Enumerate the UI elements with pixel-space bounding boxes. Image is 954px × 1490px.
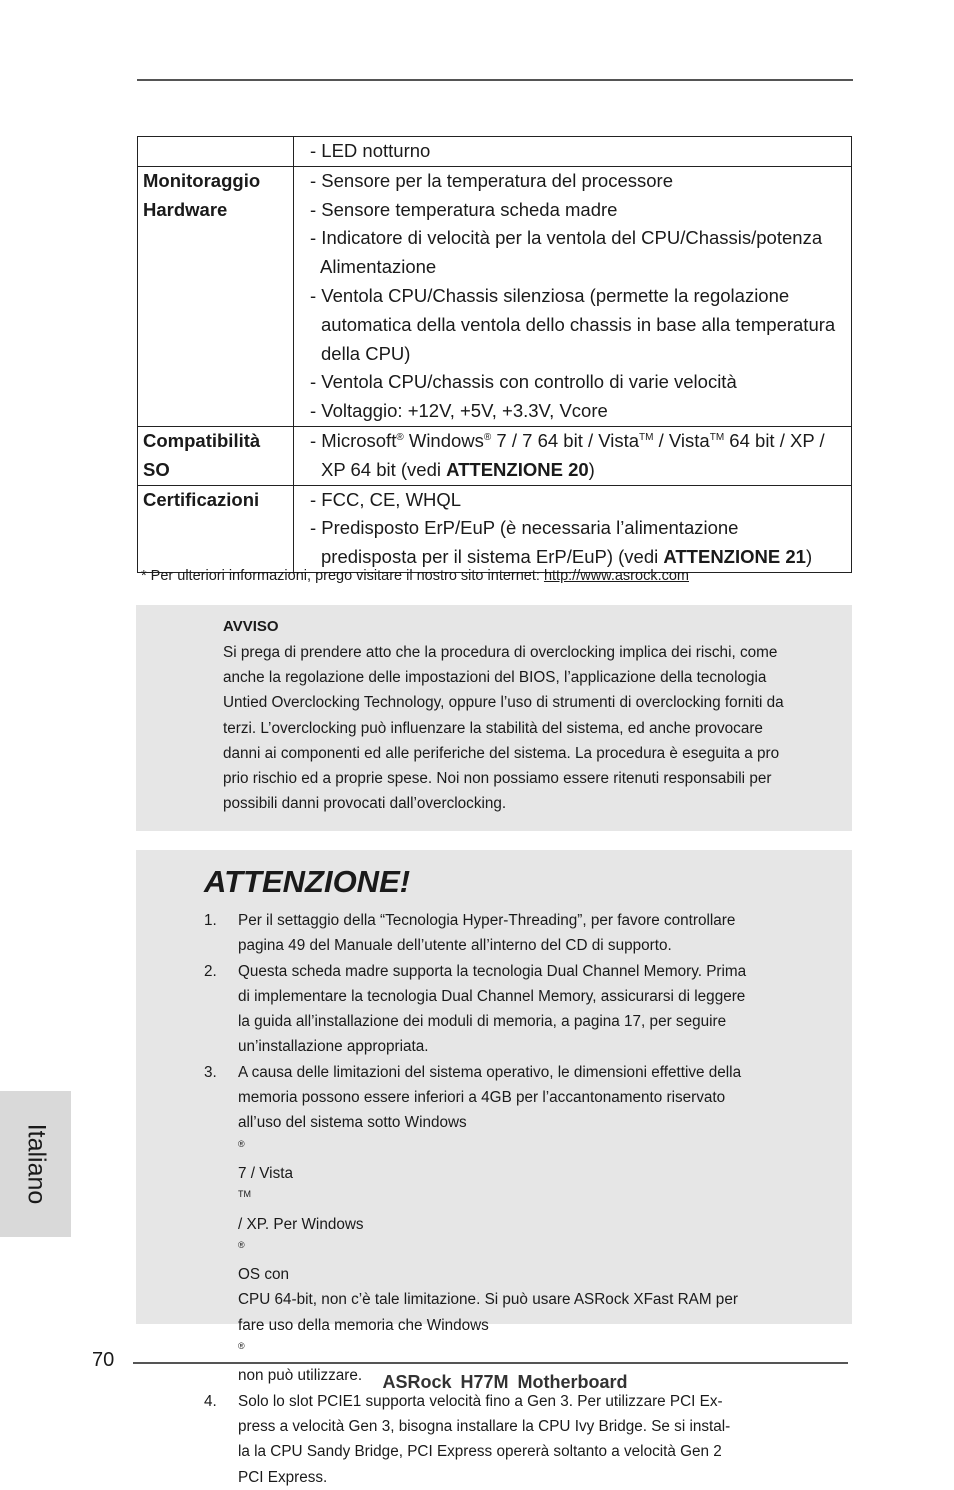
list-item: 4. Solo lo slot PCIE1 supporta velocità fino a Gen 3. Per utilizzare PCI Ex- press a velocità Gen 3, bisogna installare la CPU Ivy Bridge. Se si instal- la la CPU Sandy Bridge, PCI Express opererà soltanto a velocità Gen 2 PCI Express.: [204, 1392, 731, 1486]
table-row: [138, 485, 852, 572]
spec-line: Alimentazione: [320, 256, 437, 278]
bottom-rule: [133, 1362, 848, 1364]
top-rule: [137, 79, 853, 81]
row-label: Monitoraggio Hardware: [138, 166, 294, 426]
spec-line: XP 64 bit (vedi ATTENZIONE 20): [321, 458, 595, 480]
page-number: 70: [92, 1349, 115, 1371]
spec-line: - Voltaggio: +12V, +5V, +3.3V, Vcore: [310, 400, 608, 422]
spec-line: automatica della ventola dello chassis in base alla temperatura: [321, 313, 836, 335]
row-label: Compatibilità SO: [138, 426, 294, 485]
list-item: 2. Questa scheda madre supporta la tecnologia Dual Channel Memory. Prima di implementare la tecnologia Dual Channel Memory, assicurarsi di leggere la guida all’installazione dei moduli di memoria, a pagina 17, per seguire un’installazione appropriata.: [204, 962, 747, 1056]
row-label: Certificazioni: [138, 485, 294, 572]
spec-line: - FCC, CE, WHQL: [310, 488, 462, 510]
table-row: [138, 137, 852, 167]
attenzione-heading: ATTENZIONE!: [204, 864, 411, 899]
footer-title: ASRock H77M Motherboard: [382, 1372, 628, 1392]
spec-line: - Microsoft® Windows® 7 / 7 64 bit / Vista™ / Vista™ 64 bit / XP /: [310, 429, 825, 451]
row-label: [138, 137, 294, 167]
language-side-tab: [0, 1091, 71, 1237]
spec-line: - Sensore temperatura scheda madre: [310, 198, 618, 220]
table-row: [138, 426, 852, 485]
attenzione-list: [204, 908, 804, 1490]
avviso-title: AVVISO: [223, 618, 279, 635]
list-item: 3. A causa delle limitazioni del sistema operativo, le dimensioni effettive della memoria possono essere inferiori a 4GB per l’accantonamento riservato all’uso del sistema sotto Windows ® 7 / Vista ™ / XP. Per Windows ® OS con CPU 64-bit, non c’è tale limitazione. Si può usare ASRock XFast RAM per fare uso della memoria che Windows ® non può utilizzare.: [204, 1063, 742, 1385]
spec-line: - Predisposto ErP/EuP (è necessaria l’alimentazione: [310, 517, 739, 539]
footnote: * Per ulteriori informazioni, prego visitare il nostro sito internet: http://www.asrock.com: [141, 568, 689, 584]
spec-line: - Ventola CPU/Chassis silenziosa (permette la regolazione: [310, 284, 790, 306]
spec-line: - Indicatore di velocità per la ventola del CPU/Chassis/potenza: [310, 227, 823, 249]
spec-line: - Ventola CPU/chassis con controllo di varie velocità: [310, 371, 737, 393]
spec-table: [137, 136, 852, 573]
avviso-body: Si prega di prendere atto che la procedura di overclocking implica dei rischi, come anche la regolazione delle impostazioni del BIOS, l’applicazione della tecnologia Untied Overclocking Technology, oppure l’uso di strumenti di overclocking forniti da terzi. L’overclocking può influenzare la stabilità del sistema, ed anche provocare danni ai componenti ed alle periferiche del sistema. La procedura è eseguita a pro prio rischio ed a proprie spese. Noi non possiamo essere ritenuti responsabili per possibili danni provocati dall’overclocking.: [223, 644, 784, 813]
spec-line: predisposta per il sistema ErP/EuP) (vedi ATTENZIONE 21): [321, 546, 813, 568]
asrock-website-link[interactable]: http://www.asrock.com: [543, 568, 689, 584]
table-row: [138, 166, 852, 426]
list-item: 1. Per il settaggio della “Tecnologia Hyper-Threading”, per favore controllare pagina 49 del Manuale dell’utente all’interno del CD di supporto.: [204, 912, 736, 955]
language-label: Italiano: [22, 1123, 51, 1205]
spec-line: - Sensore per la temperatura del processore: [310, 169, 673, 191]
avviso-box: [136, 605, 852, 831]
spec-line: della CPU): [321, 342, 411, 364]
spec-line: - LED notturno: [310, 140, 431, 161]
